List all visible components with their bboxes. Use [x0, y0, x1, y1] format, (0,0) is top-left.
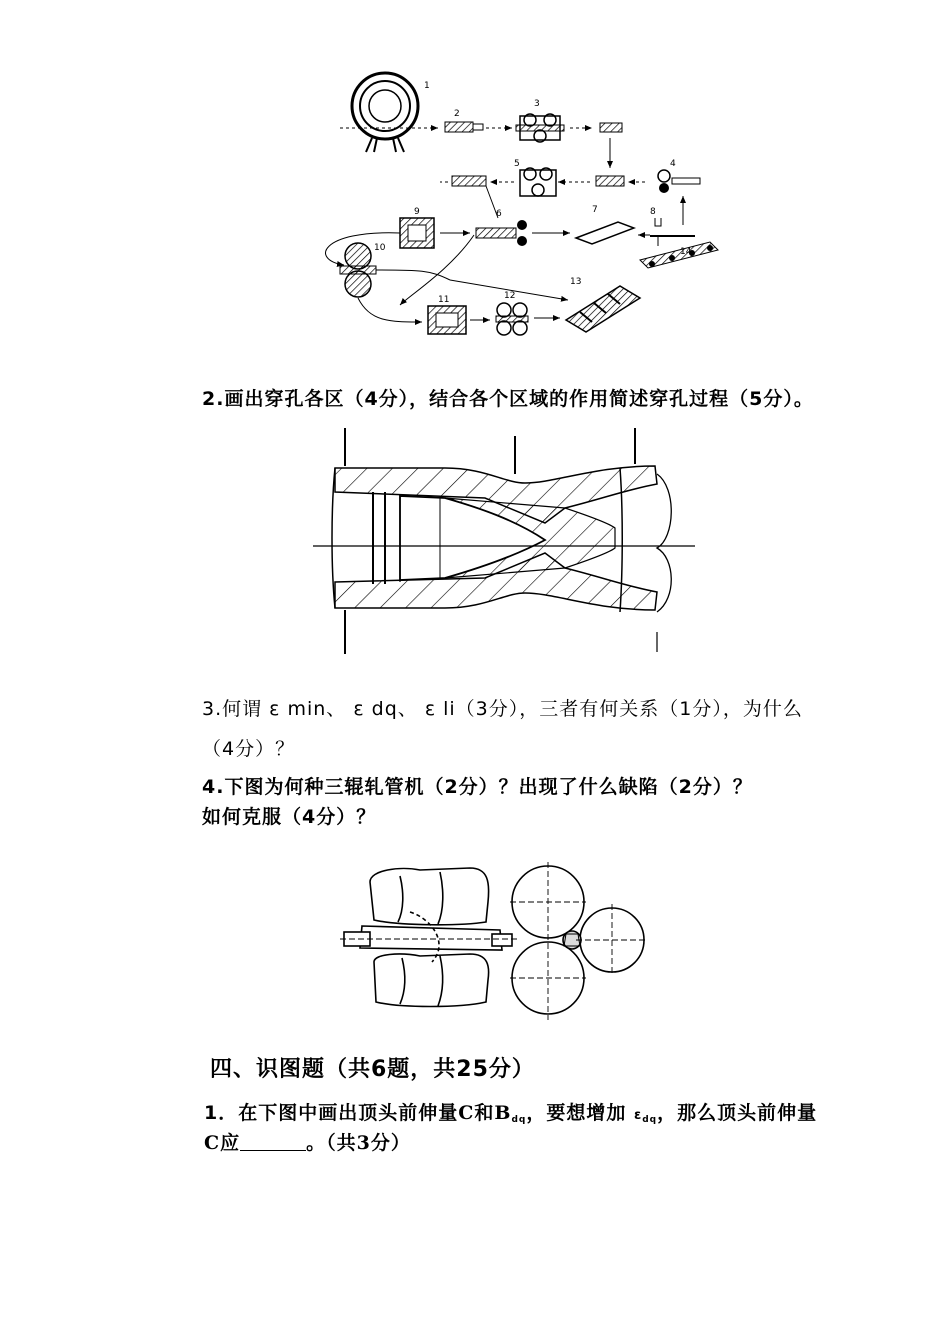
label-2: 2: [454, 109, 460, 119]
three-roll-mill-diagram: [340, 862, 650, 1022]
label-11: 11: [438, 295, 450, 305]
s4q1-part2: ，要想增加: [526, 1102, 627, 1124]
piercing-zones-diagram: [305, 428, 695, 658]
cooling-bed-13: [566, 286, 640, 332]
s4q1-b-sub: dq: [511, 1115, 527, 1125]
coil-symbol: [352, 73, 418, 152]
label-12: 12: [504, 291, 516, 301]
s4q1-part1: 1．在下图中画出顶头前伸量: [204, 1102, 459, 1124]
question-3-line-2: （4分）？: [202, 738, 296, 760]
s4q1-c2: C: [204, 1132, 221, 1154]
question-4-line-2: 如何克服（4分）？: [202, 806, 377, 828]
question-4-line-1: 4.下图为何种三辊轧管机（2分）？出现了什么缺陷（2分）？: [202, 776, 753, 798]
section-4-question-1-line-1: [204, 1098, 817, 1125]
label-9: 9: [414, 207, 420, 217]
shear-8: [650, 218, 695, 246]
question-3-line-1: 3.何谓 ε min、 ε dq、 ε li（3分），三者有何关系（1分），为什么: [202, 698, 803, 720]
label-10: 10: [374, 243, 386, 253]
label-5: 5: [514, 159, 520, 169]
s4q1-points: 3: [356, 1132, 371, 1154]
roll-stand-10: [340, 243, 376, 297]
roll-stand-5: [520, 168, 556, 196]
s4q1-part4: 应: [220, 1132, 241, 1154]
label-8: 8: [650, 207, 656, 217]
s4q1-b: B: [494, 1102, 512, 1124]
label-4: 4: [670, 159, 676, 169]
conveyor-14: [640, 242, 718, 268]
question-2: 2.画出穿孔各区（4分），结合各个区域的作用简述穿孔过程（5分）。: [202, 388, 814, 410]
roll-stand-12: [496, 303, 528, 335]
roll-stand-3: [516, 114, 564, 142]
label-6: 6: [496, 209, 502, 219]
section-4-title: 四、识图题（共6题，共25分）: [210, 1057, 535, 1082]
roll-4: [658, 170, 700, 193]
answer-blank[interactable]: [240, 1132, 306, 1151]
roll-perspective: [344, 868, 512, 1007]
label-14: 14: [680, 247, 692, 257]
s4q1-c1: C: [458, 1102, 475, 1124]
label-13: 13: [570, 277, 582, 287]
section-4-question-1-line-2: [204, 1128, 411, 1155]
s4q1-and: 和: [474, 1102, 495, 1124]
s4q1-part6: 分）: [370, 1132, 411, 1154]
s4q1-eps: ε: [633, 1108, 643, 1123]
label-3: 3: [534, 99, 540, 109]
s4q1-part5: 。（共: [306, 1132, 357, 1154]
label-1: 1: [424, 81, 430, 91]
label-7: 7: [592, 205, 598, 215]
s4q1-part3: ，那么顶头前伸量: [657, 1102, 818, 1124]
s4q1-eps-sub: dq: [642, 1115, 658, 1125]
process-flow-diagram: [300, 60, 740, 350]
